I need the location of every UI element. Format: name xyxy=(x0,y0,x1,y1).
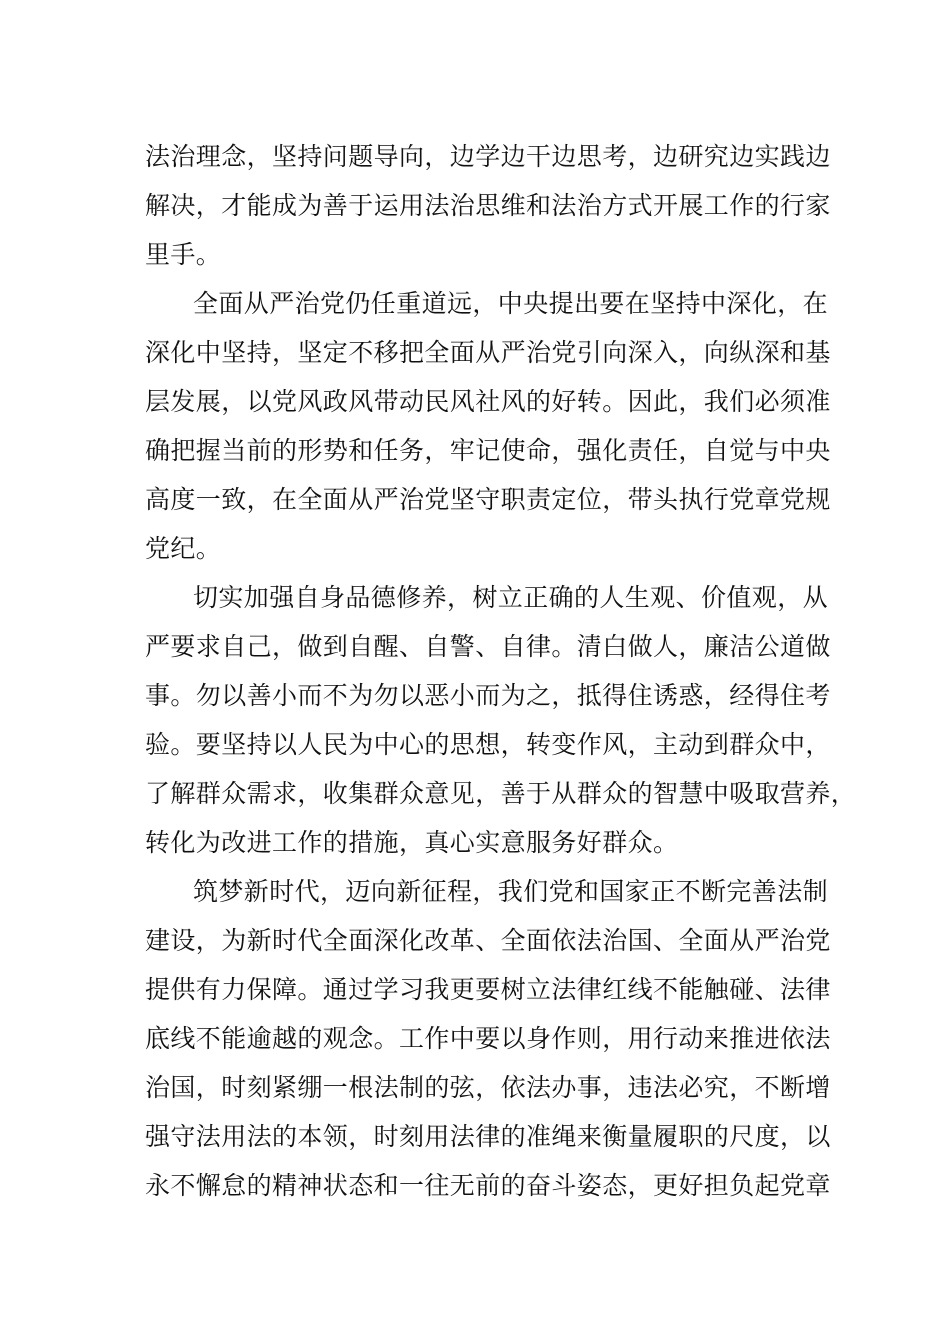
paragraph-line: 建设，为新时代全面深化改革、全面依法治国、全面从严治党 xyxy=(145,926,831,955)
paragraph-line: 党纪。 xyxy=(145,534,222,563)
paragraph-line: 验。要坚持以人民为中心的思想，转变作风，主动到群众中， xyxy=(145,730,831,759)
paragraph-line: 严要求自己，做到自醒、自警、自律。清白做人，廉洁公道做 xyxy=(145,632,831,661)
paragraph-3 xyxy=(145,573,857,867)
paragraph-line: 法治理念，坚持问题导向，边学边干边思考，边研究边实践边 xyxy=(145,142,831,171)
paragraph-line: 层发展，以党风政风带动民风社风的好转。因此，我们必须准 xyxy=(145,387,831,416)
paragraph-first-line: 切实加强自身品德修养，树立正确的人生观、价值观，从 xyxy=(193,583,829,612)
paragraph-1 xyxy=(145,132,835,279)
paragraph-line: 了解群众需求，收集群众意见，善于从群众的智慧中吸取营养， xyxy=(145,779,857,808)
document-body xyxy=(145,132,857,1210)
paragraph-line: 永不懈怠的精神状态和一往无前的奋斗姿态，更好担负起党章 xyxy=(145,1171,831,1200)
paragraph-line: 深化中坚持，坚定不移把全面从严治党引向深入，向纵深和基 xyxy=(145,338,831,367)
paragraph-first-line: 全面从严治党仍任重道远，中央提出要在坚持中深化，在 xyxy=(193,289,829,318)
paragraph-line: 底线不能逾越的观念。工作中要以身作则，用行动来推进依法 xyxy=(145,1024,831,1053)
paragraph-4 xyxy=(145,867,835,1210)
paragraph-line: 强守法用法的本领，时刻用法律的准绳来衡量履职的尺度，以 xyxy=(145,1122,831,1151)
paragraph-first-line: 筑梦新时代，迈向新征程，我们党和国家正不断完善法制 xyxy=(193,877,829,906)
paragraph-2 xyxy=(145,279,835,573)
paragraph-line: 转化为改进工作的措施，真心实意服务好群众。 xyxy=(145,828,679,857)
paragraph-line: 事。勿以善小而不为勿以恶小而为之，抵得住诱惑，经得住考 xyxy=(145,681,831,710)
paragraph-line: 里手。 xyxy=(145,240,222,269)
paragraph-line: 提供有力保障。通过学习我更要树立法律红线不能触碰、法律 xyxy=(145,975,831,1004)
paragraph-line: 高度一致，在全面从严治党坚守职责定位，带头执行党章党规 xyxy=(145,485,831,514)
paragraph-line: 解决，才能成为善于运用法治思维和法治方式开展工作的行家 xyxy=(145,191,831,220)
paragraph-line: 治国，时刻紧绷一根法制的弦，依法办事，违法必究，不断增 xyxy=(145,1073,831,1102)
paragraph-line: 确把握当前的形势和任务，牢记使命，强化责任，自觉与中央 xyxy=(145,436,831,465)
